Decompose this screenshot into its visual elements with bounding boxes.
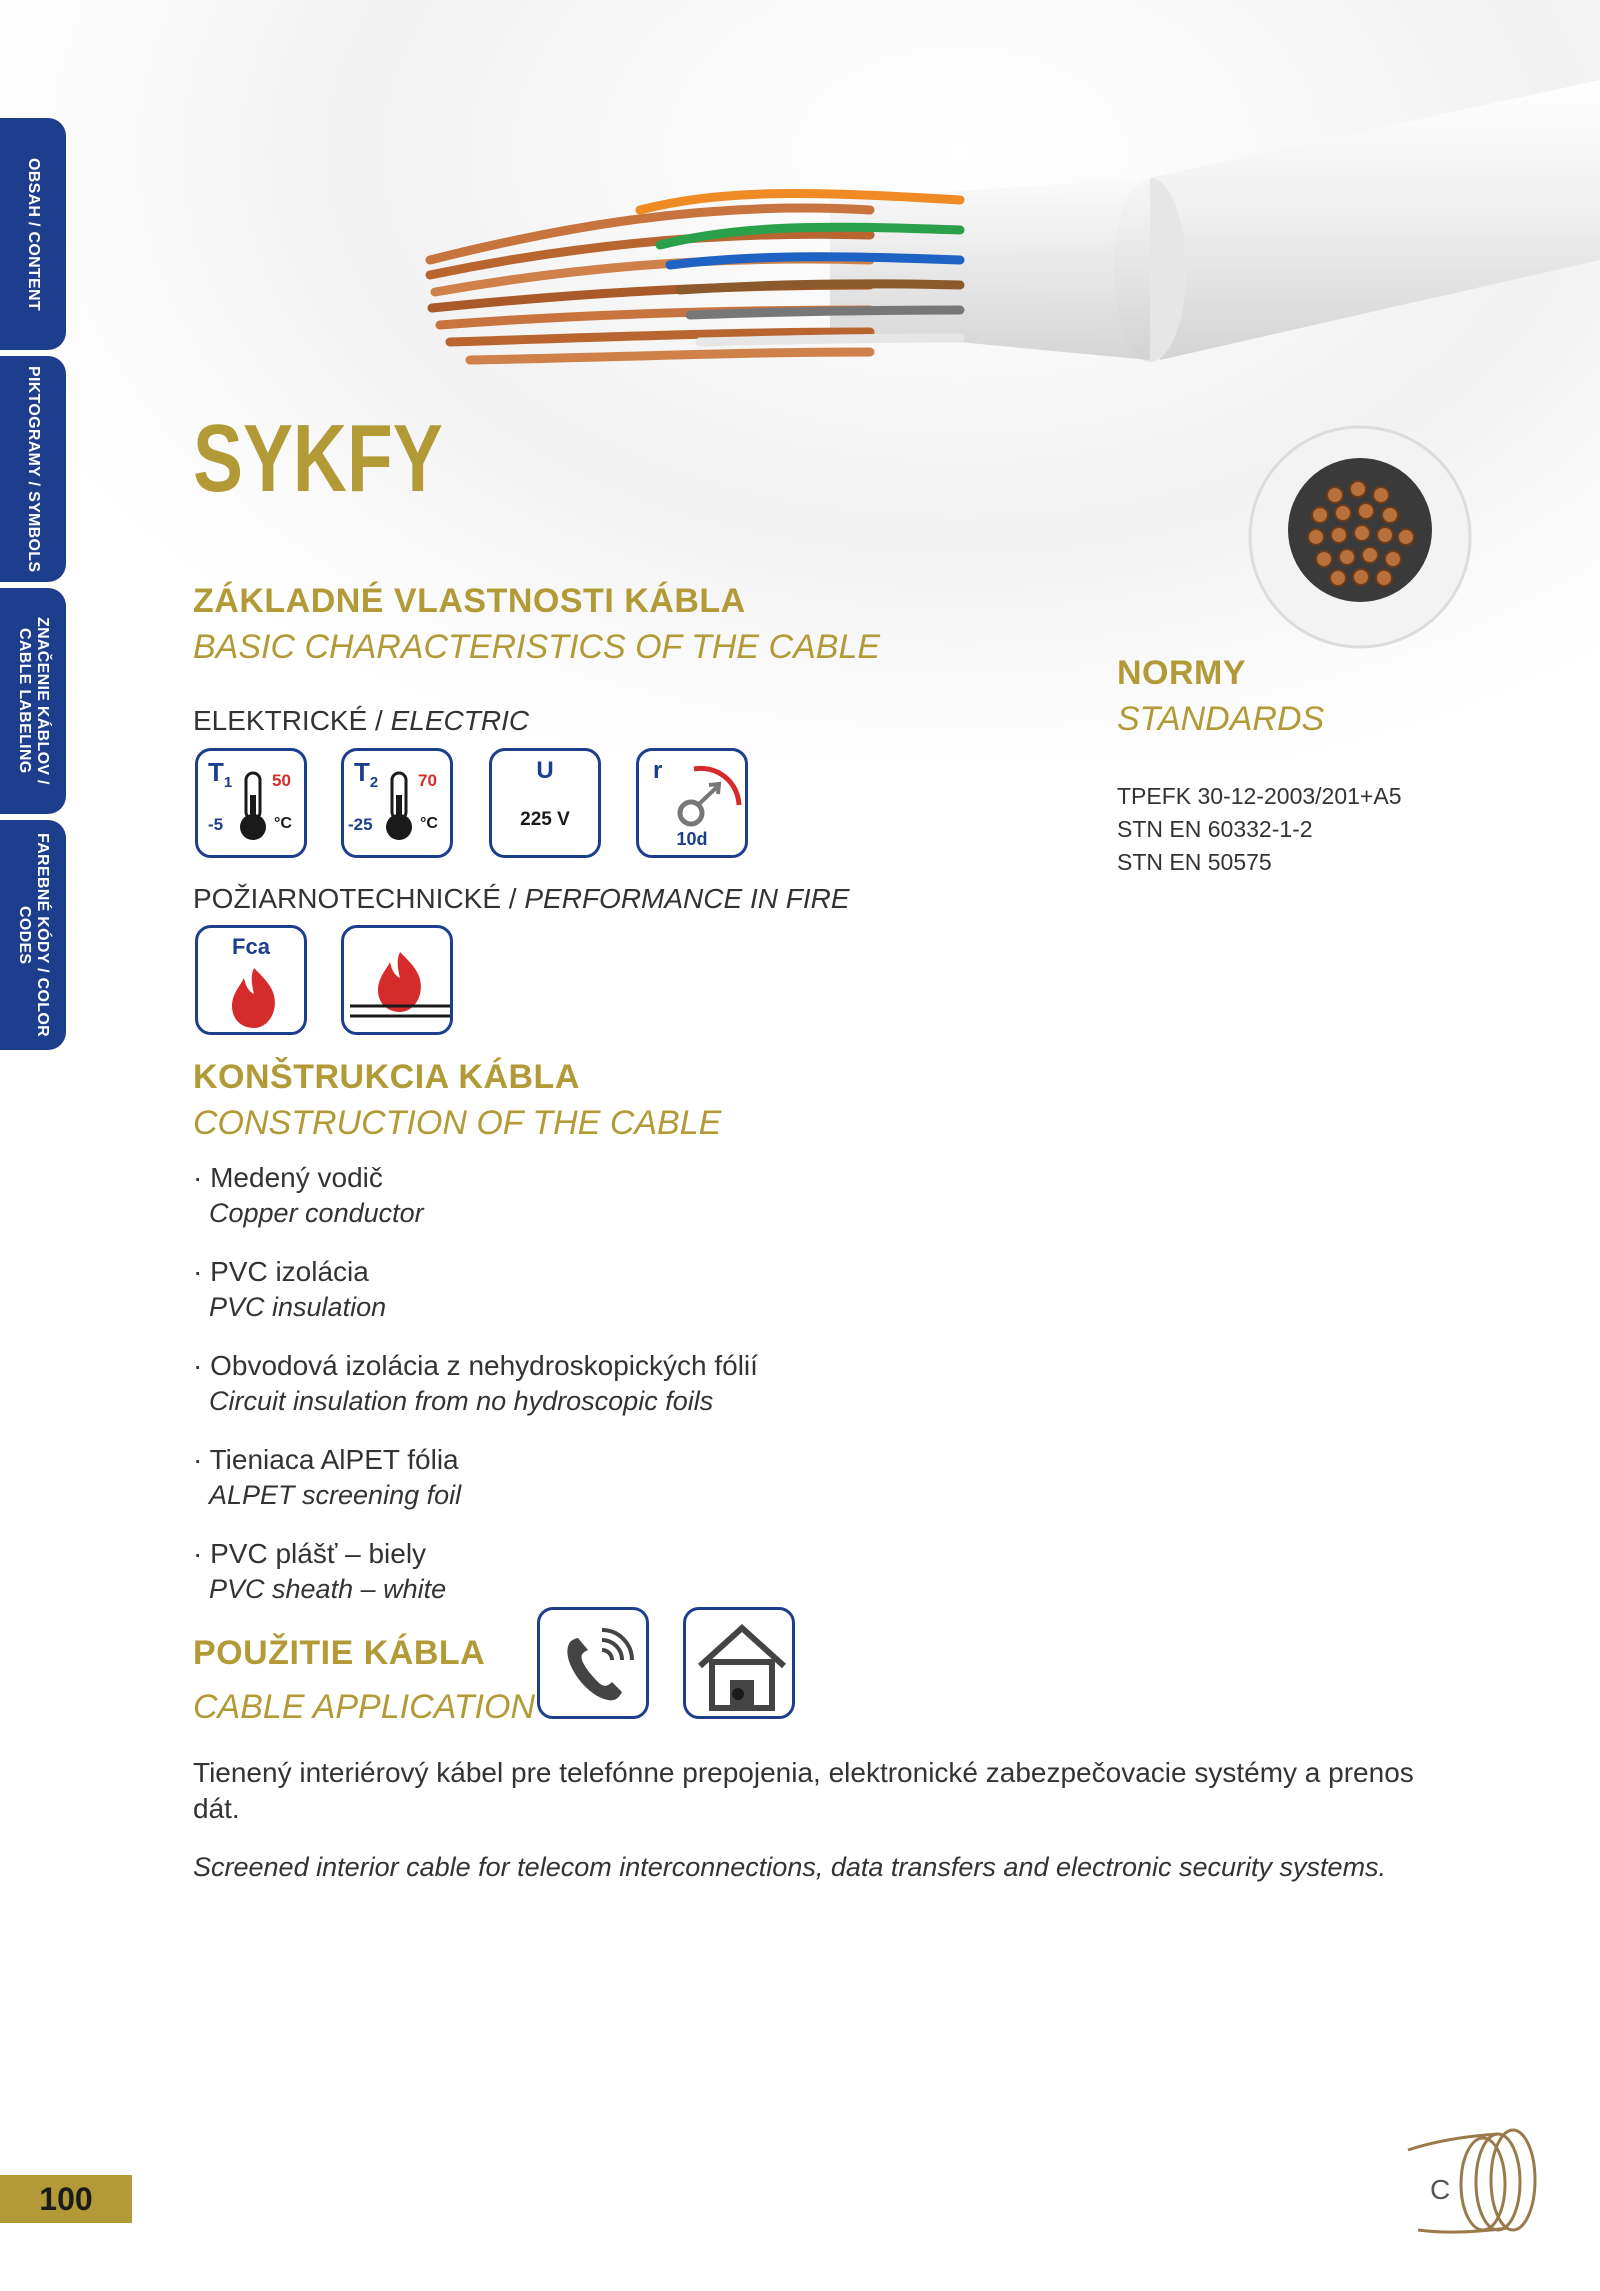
construction-item-sk: · Tieniaca AlPET fólia: [193, 1444, 459, 1475]
t1-unit: °C: [274, 815, 292, 832]
construction-item-sk: · Medený vodič: [193, 1162, 383, 1193]
t1-label: $T_1$: [208, 757, 233, 792]
application-heading-sk: POUŽITIE KÁBLA: [193, 1634, 486, 1672]
list-item: [193, 1160, 893, 1230]
voltage-icon: [489, 748, 601, 858]
phone-icon: [540, 1610, 652, 1722]
company-logo: [1398, 2120, 1558, 2250]
electric-label-sk: ELEKTRICKÉ: [193, 705, 368, 736]
tab-symbols[interactable]: [0, 356, 66, 582]
electric-label-en: ELECTRIC: [390, 705, 530, 736]
fire-label-en: PERFORMANCE IN FIRE: [524, 883, 850, 914]
flame-cable-icon: [344, 928, 456, 1038]
construction-item-en: Copper conductor: [209, 1198, 424, 1228]
fire-class-label: Fca: [232, 934, 270, 959]
construction-heading-en: CONSTRUCTION OF THE CABLE: [193, 1104, 722, 1142]
bending-radius-icon: [636, 748, 748, 858]
application-heading-en: CABLE APPLICATION: [193, 1688, 535, 1726]
bend-value: 10d: [676, 829, 708, 849]
construction-item-sk: · PVC plášť – biely: [193, 1538, 427, 1569]
coil-logo-icon: [1398, 2120, 1558, 2250]
standards-list: [1117, 780, 1402, 879]
application-text-sk: Tienený interiérový kábel pre telefónne prepojenia, elektronické zabezpečovacie systémy a prenos dát.: [193, 1757, 1414, 1824]
fire-class-icon: [195, 925, 307, 1035]
construction-item-sk: · Obvodová izolácia z nehydroskopických fólií: [193, 1350, 758, 1381]
construction-item-en: PVC insulation: [209, 1292, 387, 1322]
t2-max: 70: [418, 771, 437, 790]
t2-min: -25: [348, 815, 373, 834]
temperature-t1-icon: [195, 748, 307, 858]
list-item: [193, 1254, 893, 1324]
telephone-icon: [537, 1607, 649, 1719]
standards-heading-sk: NORMY: [1117, 654, 1247, 692]
tab-content[interactable]: [0, 118, 66, 350]
construction-list: [193, 1160, 893, 1630]
cable-cross-section-image: [1240, 425, 1480, 655]
fire-label-sk: POŽIARNOTECHNICKÉ: [193, 883, 502, 914]
tab-color-codes-label: FAREBNÉ KÓDY / COLOR CODES: [16, 833, 51, 1037]
voltage-label: U: [536, 757, 554, 784]
basic-heading-en: BASIC CHARACTERISTICS OF THE CABLE: [193, 628, 881, 666]
temperature-t2-icon: [341, 748, 453, 858]
indoor-use-icon: [683, 1607, 795, 1719]
standards-heading-en: STANDARDS: [1117, 700, 1325, 738]
t2-label: $T_2$: [354, 757, 379, 792]
voltage-value: 225 V: [520, 809, 570, 830]
application-text-en: Screened interior cable for telecom interconnections, data transfers and electronic security systems.: [193, 1852, 1387, 1882]
construction-item-en: Circuit insulation from no hydroscopic foils: [209, 1386, 714, 1416]
standard-item: STN EN 60332-1-2: [1117, 816, 1313, 842]
thermometer-icon: [344, 751, 456, 861]
construction-item-en: PVC sheath – white: [209, 1574, 447, 1604]
t2-unit: °C: [420, 815, 438, 832]
fire-propagation-icon: [341, 925, 453, 1035]
logo-letter: C: [1430, 2174, 1451, 2205]
list-item: [193, 1536, 893, 1606]
tab-symbols-label: PIKTOGRAMY / SYMBOLS: [25, 365, 42, 573]
list-item: [193, 1442, 893, 1512]
standard-item: STN EN 50575: [1117, 849, 1272, 875]
construction-item-en: ALPET screening foil: [209, 1480, 462, 1510]
t1-max: 50: [272, 771, 291, 790]
electric-label: ELEKTRICKÉ / ELECTRIC: [193, 705, 530, 736]
flame-icon: [198, 928, 310, 1038]
standard-item: TPEFK 30-12-2003/201+A5: [1117, 783, 1402, 809]
tab-cable-labeling[interactable]: [0, 588, 66, 814]
list-item: [193, 1348, 893, 1418]
construction-item-sk: · PVC izolácia: [193, 1256, 369, 1287]
basic-heading-sk: ZÁKLADNÉ VLASTNOSTI KÁBLA: [193, 582, 746, 620]
bend-label: r: [653, 757, 663, 784]
construction-heading-sk: KONŠTRUKCIA KÁBLA: [193, 1058, 580, 1096]
page-number: 100: [0, 2175, 132, 2223]
t1-min: -5: [208, 815, 224, 834]
thermometer-icon: [198, 751, 310, 861]
house-icon: [686, 1610, 798, 1722]
fire-label: POŽIARNOTECHNICKÉ / PERFORMANCE IN FIRE: [193, 883, 850, 914]
tab-color-codes[interactable]: [0, 820, 66, 1050]
tab-cable-labeling-label: ZNAČENIE KÁBLOV / CABLE LABELING: [16, 617, 51, 785]
tab-content-label: OBSAH / CONTENT: [25, 157, 42, 311]
cable-product-image: [400, 60, 1600, 420]
page-title: SYKFY: [193, 405, 443, 512]
